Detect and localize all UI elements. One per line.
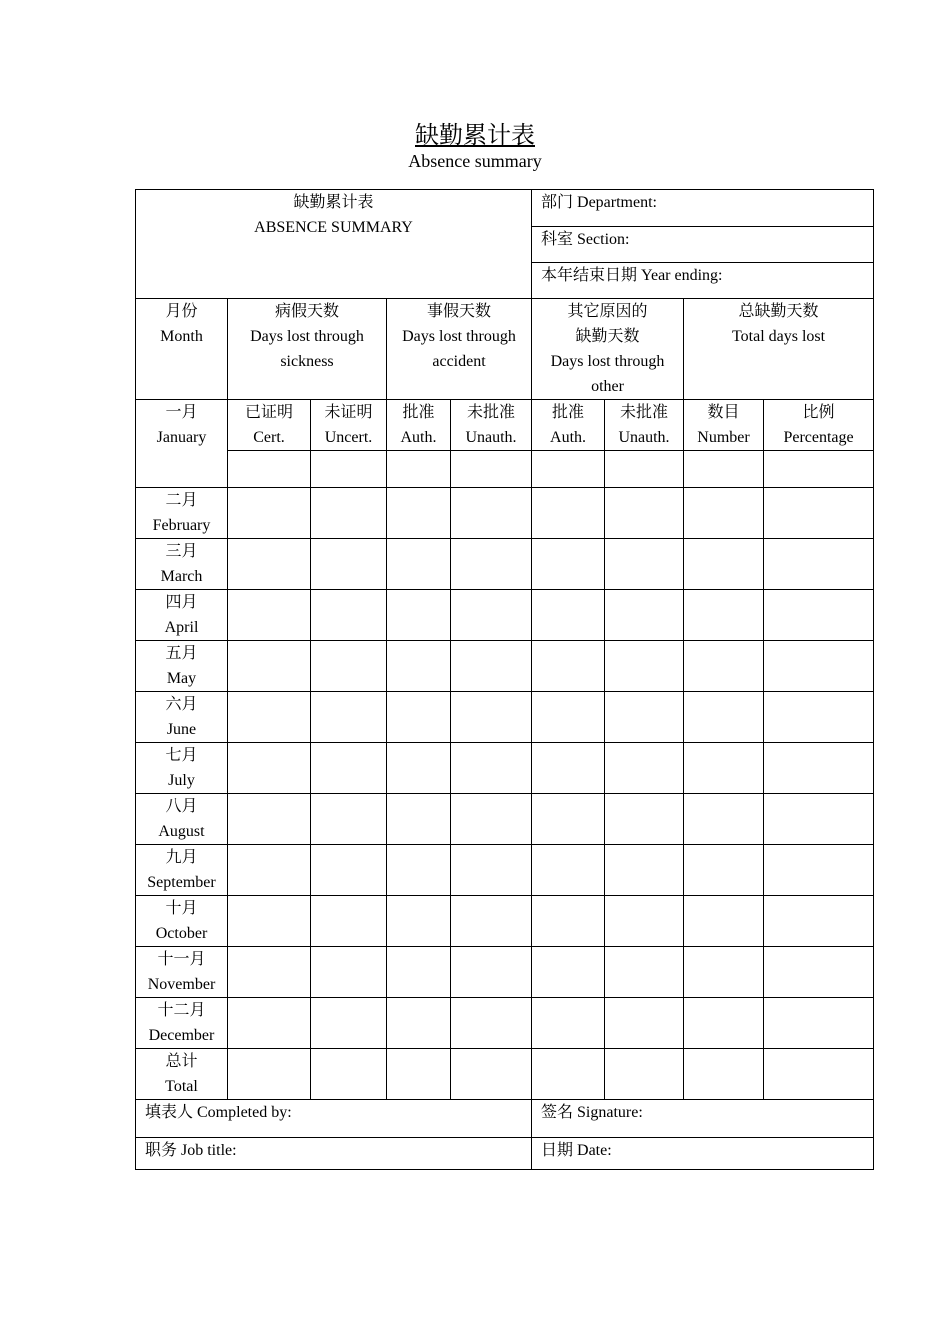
data-cell[interactable] — [228, 845, 311, 896]
sub-header-zh: 比例 — [802, 404, 835, 421]
data-cell[interactable] — [311, 947, 387, 998]
data-cell[interactable] — [451, 896, 532, 947]
sub-header-auth — [387, 400, 451, 451]
data-cell[interactable] — [764, 998, 874, 1049]
month-label-en: February — [152, 517, 211, 534]
month-label-total — [136, 1049, 228, 1100]
job-title-field[interactable]: 职务 Job title: — [136, 1138, 532, 1170]
data-cell[interactable] — [228, 488, 311, 539]
col-header-other-zh-1: 其它原因的 — [567, 303, 648, 320]
sub-header-zh: 批准 — [402, 404, 435, 421]
month-label-en: September — [147, 874, 216, 891]
date-field[interactable]: 日期 Date: — [532, 1138, 874, 1170]
month-label-en: July — [168, 772, 195, 789]
sub-header-zh: 已证明 — [244, 404, 293, 421]
table-row — [136, 539, 874, 590]
sub-header-en: Number — [697, 429, 750, 446]
table-row — [136, 590, 874, 641]
data-cell[interactable] — [311, 794, 387, 845]
month-label-june — [136, 692, 228, 743]
data-cell[interactable] — [387, 998, 451, 1049]
month-label-january — [136, 400, 228, 488]
month-label-february — [136, 488, 228, 539]
data-cell[interactable] — [228, 998, 311, 1049]
form-heading-en: ABSENCE SUMMARY — [254, 219, 413, 236]
month-label-july — [136, 743, 228, 794]
data-cell[interactable] — [228, 1049, 311, 1100]
sub-header-uncert — [311, 400, 387, 451]
data-cell[interactable] — [764, 451, 874, 488]
month-label-zh: 五月 — [165, 645, 198, 662]
data-cell[interactable] — [684, 539, 764, 590]
month-label-october — [136, 896, 228, 947]
month-label-zh: 十一月 — [157, 951, 206, 968]
data-cell[interactable] — [451, 488, 532, 539]
col-header-other-zh-2: 缺勤天数 — [575, 328, 640, 345]
sub-header-en: Uncert. — [324, 429, 373, 446]
data-cell[interactable] — [311, 743, 387, 794]
data-cell[interactable] — [764, 794, 874, 845]
sub-header-percentage — [764, 400, 874, 451]
data-cell[interactable] — [764, 896, 874, 947]
data-cell[interactable] — [451, 451, 532, 488]
sub-header-number — [684, 400, 764, 451]
data-cell[interactable] — [764, 692, 874, 743]
data-cell[interactable] — [684, 794, 764, 845]
sub-header-zh: 批准 — [552, 404, 585, 421]
month-label-en: November — [147, 976, 216, 993]
data-cell[interactable] — [605, 488, 684, 539]
data-cell[interactable] — [532, 947, 605, 998]
data-cell[interactable] — [605, 998, 684, 1049]
absence-summary-table — [135, 189, 874, 1170]
data-cell[interactable] — [764, 539, 874, 590]
completed-by-field[interactable]: 填表人 Completed by: — [136, 1100, 532, 1138]
data-cell[interactable] — [605, 539, 684, 590]
data-cell[interactable] — [605, 692, 684, 743]
sub-header-en: Auth. — [400, 429, 437, 446]
month-label-december — [136, 998, 228, 1049]
data-cell[interactable] — [605, 590, 684, 641]
data-cell[interactable] — [532, 488, 605, 539]
data-cell[interactable] — [228, 794, 311, 845]
month-label-en: October — [155, 925, 208, 942]
data-cell[interactable] — [311, 896, 387, 947]
month-label-september — [136, 845, 228, 896]
data-cell[interactable] — [451, 590, 532, 641]
month-label-en: January — [156, 429, 207, 446]
data-cell[interactable] — [387, 896, 451, 947]
col-header-other-en-1: Days lost through — [550, 353, 665, 370]
data-cell[interactable] — [451, 794, 532, 845]
sub-header-unauth — [451, 400, 532, 451]
data-cell[interactable] — [387, 845, 451, 896]
month-label-zh: 一月 — [165, 404, 198, 421]
data-cell[interactable] — [387, 1049, 451, 1100]
sub-header-cert — [228, 400, 311, 451]
table-row — [136, 488, 874, 539]
data-cell[interactable] — [228, 947, 311, 998]
data-cell[interactable] — [451, 539, 532, 590]
month-label-zh: 七月 — [165, 747, 198, 764]
col-header-sickness-zh: 病假天数 — [274, 303, 339, 320]
month-label-en: May — [166, 670, 197, 687]
data-cell[interactable] — [387, 539, 451, 590]
data-cell[interactable] — [228, 539, 311, 590]
data-cell[interactable] — [764, 845, 874, 896]
table-row — [136, 692, 874, 743]
col-header-month-zh: 月份 — [165, 303, 198, 320]
data-cell[interactable] — [684, 947, 764, 998]
sub-header-zh: 数目 — [707, 404, 740, 421]
form-heading-cell — [136, 190, 532, 299]
data-cell[interactable] — [311, 692, 387, 743]
data-cell[interactable] — [532, 590, 605, 641]
data-cell[interactable] — [605, 451, 684, 488]
data-cell[interactable] — [387, 947, 451, 998]
sub-header-en: Percentage — [783, 429, 854, 446]
data-cell[interactable] — [684, 743, 764, 794]
sub-header-en: Auth. — [550, 429, 587, 446]
month-label-zh: 十月 — [165, 900, 198, 917]
data-cell[interactable] — [387, 743, 451, 794]
data-cell[interactable] — [605, 794, 684, 845]
col-header-total — [684, 299, 874, 400]
col-header-sickness-en-2: sickness — [280, 353, 334, 370]
month-label-zh: 九月 — [165, 849, 198, 866]
data-cell[interactable] — [764, 488, 874, 539]
data-cell[interactable] — [311, 590, 387, 641]
data-cell[interactable] — [311, 451, 387, 488]
month-label-en: August — [158, 823, 205, 840]
data-cell[interactable] — [532, 845, 605, 896]
month-label-zh: 十二月 — [157, 1002, 206, 1019]
sub-header-zh: 未批准 — [467, 404, 516, 421]
sub-header-en: Cert. — [253, 429, 285, 446]
section-field[interactable]: 科室 Section: — [532, 227, 874, 263]
data-cell[interactable] — [605, 743, 684, 794]
data-cell[interactable] — [451, 1049, 532, 1100]
signature-field[interactable]: 签名 Signature: — [532, 1100, 874, 1138]
month-label-zh: 总计 — [165, 1053, 198, 1070]
table-row — [136, 896, 874, 947]
year-ending-field[interactable]: 本年结束日期 Year ending: — [532, 263, 874, 299]
sub-header-en: Unauth. — [465, 429, 517, 446]
sub-header-zh: 未证明 — [324, 404, 373, 421]
data-cell[interactable] — [764, 743, 874, 794]
col-header-other — [532, 299, 684, 400]
table-row — [136, 947, 874, 998]
data-cell[interactable] — [684, 1049, 764, 1100]
month-label-en: December — [148, 1027, 215, 1044]
month-label-november — [136, 947, 228, 998]
month-label-august — [136, 794, 228, 845]
data-cell[interactable] — [684, 590, 764, 641]
col-header-other-en-2: other — [591, 378, 624, 395]
data-cell[interactable] — [387, 451, 451, 488]
data-cell[interactable] — [532, 451, 605, 488]
data-cell[interactable] — [532, 794, 605, 845]
month-label-en: June — [166, 721, 197, 738]
col-header-sickness-en-1: Days lost through — [250, 328, 364, 345]
sub-header-unauth — [605, 400, 684, 451]
data-cell[interactable] — [684, 998, 764, 1049]
table-row — [136, 845, 874, 896]
table-row — [136, 641, 874, 692]
month-label-zh: 六月 — [165, 696, 198, 713]
month-label-zh: 八月 — [165, 798, 198, 815]
month-label-april — [136, 590, 228, 641]
month-label-may — [136, 641, 228, 692]
col-header-total-en: Total days lost — [731, 328, 826, 345]
sub-header-auth — [532, 400, 605, 451]
month-label-en: March — [160, 568, 203, 585]
data-cell[interactable] — [532, 539, 605, 590]
data-cell[interactable] — [451, 998, 532, 1049]
data-cell[interactable] — [605, 641, 684, 692]
col-header-total-zh: 总缺勤天数 — [738, 303, 819, 320]
data-cell[interactable] — [532, 692, 605, 743]
month-label-march — [136, 539, 228, 590]
data-cell[interactable] — [764, 1049, 874, 1100]
table-row — [136, 743, 874, 794]
data-cell[interactable] — [764, 947, 874, 998]
data-cell[interactable] — [228, 692, 311, 743]
data-cell[interactable] — [387, 641, 451, 692]
data-cell[interactable] — [311, 641, 387, 692]
data-cell[interactable] — [684, 488, 764, 539]
data-cell[interactable] — [532, 641, 605, 692]
data-cell[interactable] — [311, 845, 387, 896]
month-label-zh: 二月 — [165, 492, 198, 509]
data-cell[interactable] — [605, 1049, 684, 1100]
col-header-accident-en-1: Days lost through — [402, 328, 516, 345]
data-cell[interactable] — [532, 896, 605, 947]
data-cell[interactable] — [451, 743, 532, 794]
data-cell[interactable] — [387, 692, 451, 743]
data-cell[interactable] — [532, 1049, 605, 1100]
data-cell[interactable] — [451, 947, 532, 998]
month-label-en: Total — [165, 1078, 198, 1095]
data-cell[interactable] — [228, 451, 311, 488]
data-cell[interactable] — [532, 743, 605, 794]
data-cell[interactable] — [387, 590, 451, 641]
data-cell[interactable] — [387, 488, 451, 539]
page-subtitle: Absence summary — [408, 151, 542, 171]
data-cell[interactable] — [684, 845, 764, 896]
data-cell[interactable] — [228, 743, 311, 794]
sub-header-zh: 未批准 — [620, 404, 669, 421]
data-cell[interactable] — [228, 641, 311, 692]
col-header-accident-en-2: accident — [432, 353, 486, 370]
table-row — [136, 794, 874, 845]
data-cell[interactable] — [605, 845, 684, 896]
data-cell[interactable] — [605, 896, 684, 947]
form-heading-zh: 缺勤累计表 — [293, 194, 374, 211]
col-header-month-en: Month — [160, 328, 203, 345]
month-label-en: April — [164, 619, 199, 636]
table-row — [136, 998, 874, 1049]
data-cell[interactable] — [228, 896, 311, 947]
data-cell[interactable] — [684, 896, 764, 947]
data-cell[interactable] — [605, 947, 684, 998]
col-header-sickness — [228, 299, 387, 400]
data-cell[interactable] — [764, 590, 874, 641]
col-header-month — [136, 299, 228, 400]
data-cell[interactable] — [684, 451, 764, 488]
data-cell[interactable] — [764, 641, 874, 692]
data-cell[interactable] — [684, 692, 764, 743]
col-header-accident — [387, 299, 532, 400]
month-label-zh: 三月 — [165, 543, 198, 560]
table-row — [136, 1049, 874, 1100]
data-cell[interactable] — [451, 692, 532, 743]
month-label-zh: 四月 — [165, 594, 198, 611]
data-cell[interactable] — [311, 998, 387, 1049]
department-field[interactable]: 部门 Department: — [532, 190, 874, 227]
page-title: 缺勤累计表 — [415, 123, 535, 149]
data-cell[interactable] — [684, 641, 764, 692]
data-cell[interactable] — [451, 845, 532, 896]
data-cell[interactable] — [311, 539, 387, 590]
data-cell[interactable] — [451, 641, 532, 692]
data-cell[interactable] — [311, 488, 387, 539]
data-cell[interactable] — [311, 1049, 387, 1100]
data-cell[interactable] — [532, 998, 605, 1049]
col-header-accident-zh: 事假天数 — [427, 303, 492, 320]
sub-header-en: Unauth. — [618, 429, 670, 446]
data-cell[interactable] — [387, 794, 451, 845]
data-cell[interactable] — [228, 590, 311, 641]
